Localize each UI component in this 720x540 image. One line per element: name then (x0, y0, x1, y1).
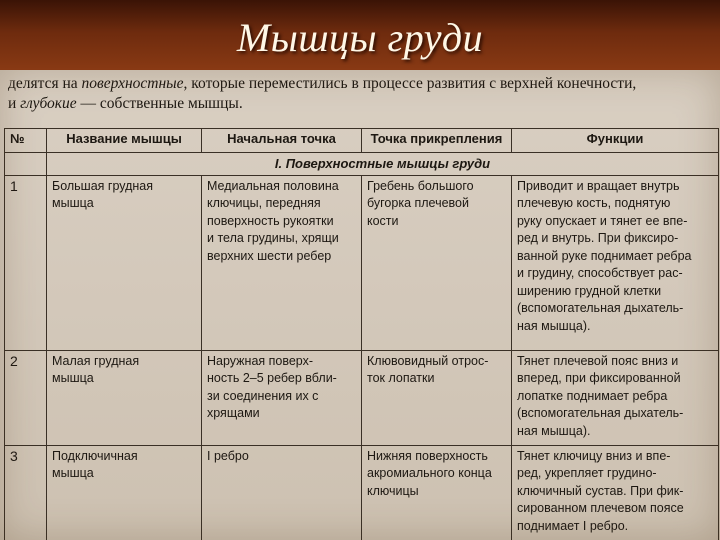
insertion-text: Клювовидный отрос- ток лопатки (367, 353, 489, 385)
table-row (5, 445, 719, 540)
row-number: 2 (5, 350, 47, 445)
origin-cell (202, 175, 362, 350)
section-spacer (5, 153, 47, 176)
intro-text-1: делятся на (8, 75, 82, 92)
intro-text-3: и (8, 95, 21, 112)
table-row (5, 350, 719, 445)
header-muscle-name: Название мышцы (47, 129, 202, 153)
insertion-cell (362, 175, 512, 350)
insertion-cell (362, 350, 512, 445)
muscle-name: Большая грудная мышца (52, 178, 154, 210)
table-row (5, 175, 719, 350)
insertion-text: Гребень большого бугорка плечевой кости (367, 178, 474, 228)
insertion-cell (362, 445, 512, 540)
textbook-page (0, 70, 720, 540)
muscle-name-cell (47, 350, 202, 445)
function-cell (512, 445, 719, 540)
muscle-name-cell (47, 445, 202, 540)
intro-deep-term: глубокие (20, 95, 77, 112)
table-header-row (5, 129, 719, 153)
section-title: I. Поверхностные мышцы груди (47, 153, 719, 176)
slide-title: Мышцы груди (236, 15, 484, 60)
function-text: Тянет плечевой пояс вниз и вперед, при фиксированной лопатке поднимает ребра (вспомогательная дыхатель- ная мышца). (517, 353, 684, 438)
row-number: 3 (5, 445, 47, 540)
intro-text-2: , которые переместились в процессе развития с верхней конечности, (183, 75, 637, 92)
origin-text: Медиальная половина ключицы, передняя поверхность рукоятки и тела грудины, хрящи верхних шести ребер (207, 178, 339, 263)
muscle-name: Малая грудная мышца (52, 353, 140, 385)
row-number: 1 (5, 175, 47, 350)
header-insertion: Точка прикрепления (362, 129, 512, 153)
intro-paragraph (8, 74, 716, 114)
origin-text: Наружная поверх- ность 2–5 ребер вбли- зи соединения их с хрящами (207, 353, 337, 420)
muscle-name: Подключичная мышца (52, 448, 138, 480)
intro-text-4: — собственные мышцы. (76, 95, 243, 112)
header-origin: Начальная точка (202, 129, 362, 153)
muscle-name-cell (47, 175, 202, 350)
origin-text: I ребро (207, 448, 249, 463)
header-number: № (5, 129, 47, 153)
header-functions: Функции (512, 129, 719, 153)
insertion-text: Нижняя поверхность акромиального конца ключицы (367, 448, 492, 498)
muscles-table (4, 128, 719, 540)
function-cell (512, 175, 719, 350)
section-row (5, 153, 719, 176)
function-text: Тянет ключицу вниз и впе- ред, укрепляет грудино- ключичный сустав. При фик- сированном плечевом поясе поднимает I ребро. (517, 448, 684, 533)
function-text: Приводит и вращает внутрь плечевую кость, поднятую руку опускает и тянет ее впе- ред и внутрь. При фиксиро- ванной руке поднимает ребра и грудину, способствует рас- ширению грудной клетки (вспомогательная дыхатель- ная мышца). (517, 178, 692, 333)
origin-cell (202, 445, 362, 540)
intro-surface-term: поверхностные (81, 75, 184, 92)
function-cell (512, 350, 719, 445)
origin-cell (202, 350, 362, 445)
